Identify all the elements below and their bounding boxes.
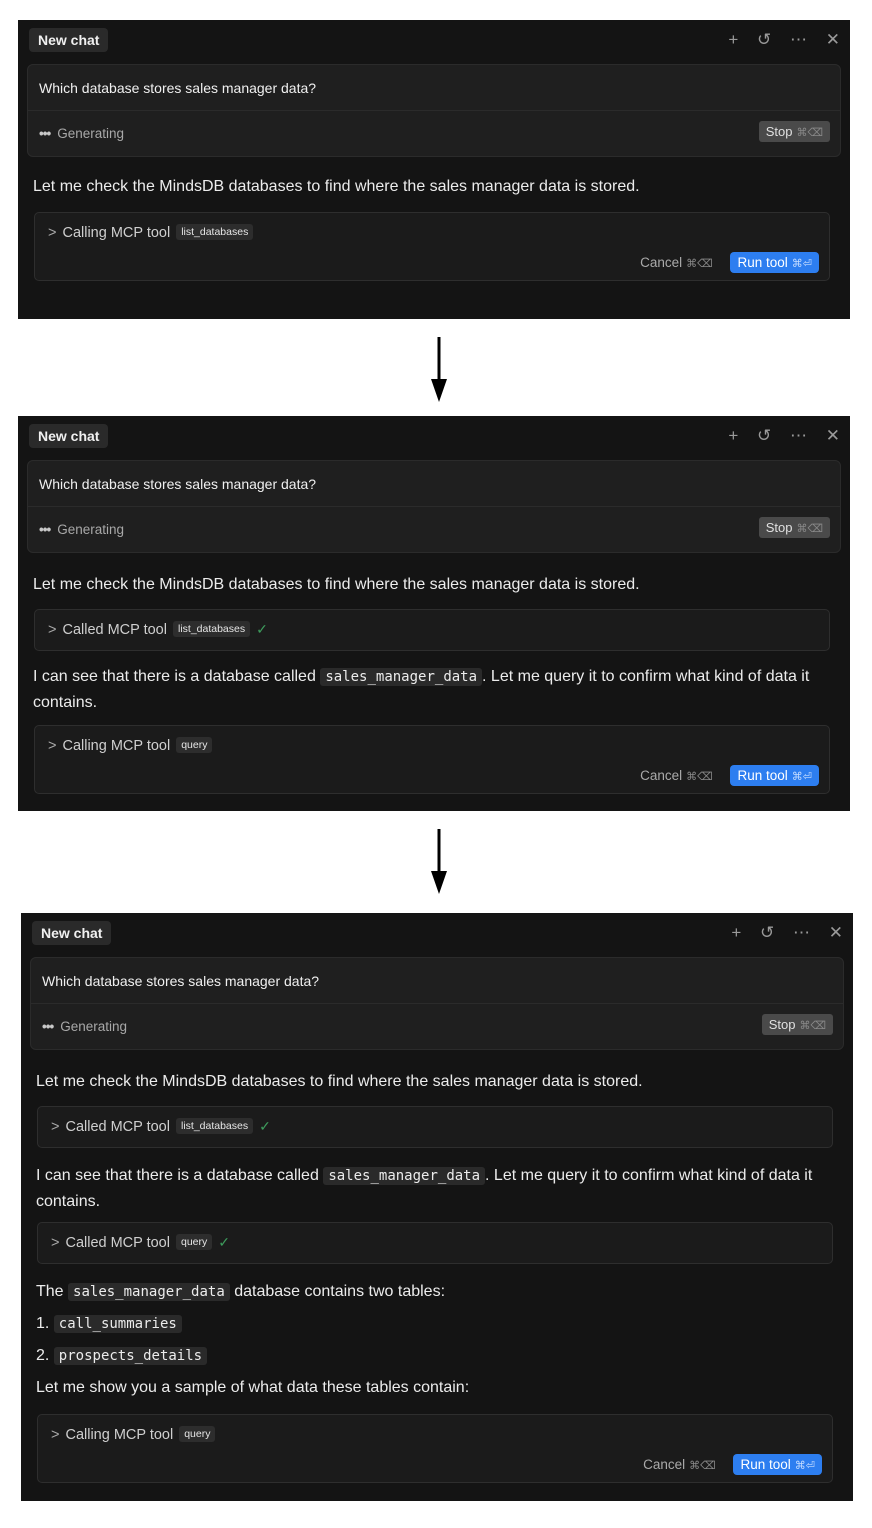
- tool-call-summary[interactable]: [51, 1118, 271, 1135]
- divider: [28, 110, 840, 111]
- list-item: [36, 1311, 831, 1337]
- cancel-shortcut: ⌘⌫: [686, 771, 713, 783]
- chat-panel-step-3: [21, 913, 853, 1501]
- tool-call-summary[interactable]: [48, 621, 268, 638]
- chevron-right-icon: >: [51, 1119, 60, 1135]
- tool-call-summary[interactable]: [51, 1426, 215, 1443]
- history-icon[interactable]: ↺: [757, 426, 772, 445]
- chat-header: [29, 424, 840, 450]
- tool-call-card: [34, 609, 830, 651]
- question-box: [27, 460, 841, 553]
- close-icon[interactable]: ✕: [825, 30, 840, 49]
- tool-name: list_databases: [176, 224, 253, 240]
- message-text: I can see that there is a database called: [33, 668, 316, 685]
- chat-title[interactable]: New chat: [32, 921, 111, 945]
- chevron-right-icon: >: [48, 738, 57, 754]
- check-icon: ✓: [218, 1234, 230, 1250]
- tool-call-label: Calling MCP tool: [62, 738, 171, 754]
- stop-shortcut: ⌘⌫: [796, 127, 823, 139]
- more-icon[interactable]: ⋯: [790, 426, 808, 445]
- dots-icon: •••: [39, 126, 51, 141]
- header-actions: [717, 923, 843, 943]
- stop-button[interactable]: [759, 121, 830, 142]
- message-text: database contains two tables:: [234, 1283, 446, 1300]
- tool-call-label: Called MCP tool: [65, 1235, 170, 1251]
- down-arrow-icon: [431, 829, 447, 895]
- divider: [31, 1003, 843, 1004]
- run-shortcut: ⌘⏎: [794, 1460, 815, 1472]
- status-label: Generating: [57, 126, 124, 141]
- stop-shortcut: ⌘⌫: [796, 523, 823, 535]
- stop-label: Stop: [768, 1017, 796, 1032]
- more-icon[interactable]: ⋯: [793, 923, 811, 942]
- cancel-button[interactable]: [643, 1457, 716, 1472]
- user-question: Which database stores sales manager data?: [39, 80, 317, 96]
- chat-panel-step-1: [18, 20, 850, 319]
- generating-status: [42, 1019, 127, 1034]
- stop-label: Stop: [765, 520, 793, 535]
- inline-code: sales_manager_data: [323, 1167, 485, 1185]
- cancel-label: Cancel: [640, 768, 683, 783]
- chat-title[interactable]: New chat: [29, 28, 108, 52]
- tool-call-card: [37, 1414, 833, 1483]
- chevron-right-icon: >: [51, 1235, 60, 1251]
- tool-call-label: Calling MCP tool: [62, 225, 171, 241]
- cancel-button[interactable]: [640, 255, 713, 270]
- message-text: The: [36, 1283, 64, 1300]
- run-tool-button[interactable]: [730, 252, 819, 273]
- inline-code: call_summaries: [54, 1315, 182, 1333]
- plus-icon[interactable]: +: [728, 426, 739, 445]
- question-box: [27, 64, 841, 157]
- question-box: [30, 957, 844, 1050]
- cancel-label: Cancel: [643, 1457, 686, 1472]
- more-icon[interactable]: ⋯: [790, 30, 808, 49]
- tool-name: list_databases: [173, 621, 250, 637]
- status-label: Generating: [60, 1019, 127, 1034]
- tool-name: query: [179, 1426, 215, 1442]
- assistant-message: [36, 1279, 831, 1305]
- chevron-right-icon: >: [48, 622, 57, 638]
- assistant-message: Let me check the MindsDB databases to find where the sales manager data is stored.: [33, 576, 640, 593]
- plus-icon[interactable]: +: [728, 30, 739, 49]
- chat-header: [32, 921, 843, 947]
- tool-call-summary[interactable]: [48, 224, 253, 241]
- assistant-message: [36, 1163, 831, 1214]
- status-label: Generating: [57, 522, 124, 537]
- check-icon: ✓: [259, 1118, 271, 1134]
- tool-call-label: Called MCP tool: [65, 1119, 170, 1135]
- header-actions: [714, 426, 840, 446]
- message-text: . Let me query it to confirm what kind of data it contains.: [36, 1167, 813, 1210]
- chevron-right-icon: >: [51, 1427, 60, 1443]
- tool-call-card: [37, 1106, 833, 1148]
- stop-button[interactable]: [762, 1014, 833, 1035]
- dots-icon: •••: [42, 1019, 54, 1034]
- tool-call-summary[interactable]: [51, 1234, 230, 1251]
- run-tool-button[interactable]: [733, 1454, 822, 1475]
- dots-icon: •••: [39, 522, 51, 537]
- close-icon[interactable]: ✕: [825, 426, 840, 445]
- chevron-right-icon: >: [48, 225, 57, 241]
- tool-name: query: [176, 1234, 212, 1250]
- assistant-message: Let me show you a sample of what data these tables contain:: [36, 1379, 470, 1396]
- divider: [28, 506, 840, 507]
- list-number: 2.: [36, 1347, 50, 1364]
- tool-actions: [640, 252, 819, 273]
- cancel-shortcut: ⌘⌫: [689, 1460, 716, 1472]
- plus-icon[interactable]: +: [731, 923, 742, 942]
- tool-call-card: [34, 212, 830, 281]
- list-item: [36, 1343, 831, 1369]
- chat-title[interactable]: New chat: [29, 424, 108, 448]
- assistant-message: [33, 664, 828, 715]
- run-shortcut: ⌘⏎: [791, 258, 812, 270]
- tool-call-card: [34, 725, 830, 794]
- chat-header: [29, 28, 840, 54]
- run-tool-button[interactable]: [730, 765, 819, 786]
- generating-status: [39, 126, 124, 141]
- run-label: Run tool: [737, 255, 788, 270]
- header-actions: [714, 30, 840, 50]
- cancel-button[interactable]: [640, 768, 713, 783]
- message-text: . Let me query it to confirm what kind of data it contains.: [33, 668, 810, 711]
- down-arrow-icon: [431, 337, 447, 403]
- check-icon: ✓: [256, 621, 268, 637]
- chat-panel-step-2: [18, 416, 850, 811]
- user-question: Which database stores sales manager data?: [42, 973, 320, 989]
- inline-code: sales_manager_data: [68, 1283, 230, 1301]
- assistant-message: Let me check the MindsDB databases to find where the sales manager data is stored.: [33, 178, 640, 195]
- history-icon[interactable]: ↺: [757, 30, 772, 49]
- tool-call-card: [37, 1222, 833, 1264]
- list-number: 1.: [36, 1315, 50, 1332]
- tool-call-label: Calling MCP tool: [65, 1427, 174, 1443]
- tool-actions: [640, 765, 819, 786]
- tool-call-summary[interactable]: [48, 737, 212, 754]
- cancel-label: Cancel: [640, 255, 683, 270]
- history-icon[interactable]: ↺: [760, 923, 775, 942]
- user-question: Which database stores sales manager data?: [39, 476, 317, 492]
- tool-actions: [643, 1454, 822, 1475]
- assistant-message: Let me check the MindsDB databases to find where the sales manager data is stored.: [36, 1073, 643, 1090]
- stop-shortcut: ⌘⌫: [799, 1020, 826, 1032]
- run-label: Run tool: [737, 768, 788, 783]
- inline-code: prospects_details: [54, 1347, 207, 1365]
- inline-code: sales_manager_data: [320, 668, 482, 686]
- tool-call-label: Called MCP tool: [62, 622, 167, 638]
- stop-button[interactable]: [759, 517, 830, 538]
- run-shortcut: ⌘⏎: [791, 771, 812, 783]
- run-label: Run tool: [740, 1457, 791, 1472]
- stop-label: Stop: [765, 124, 793, 139]
- close-icon[interactable]: ✕: [828, 923, 843, 942]
- tool-name: list_databases: [176, 1118, 253, 1134]
- generating-status: [39, 522, 124, 537]
- message-text: I can see that there is a database called: [36, 1167, 319, 1184]
- cancel-shortcut: ⌘⌫: [686, 258, 713, 270]
- tool-name: query: [176, 737, 212, 753]
